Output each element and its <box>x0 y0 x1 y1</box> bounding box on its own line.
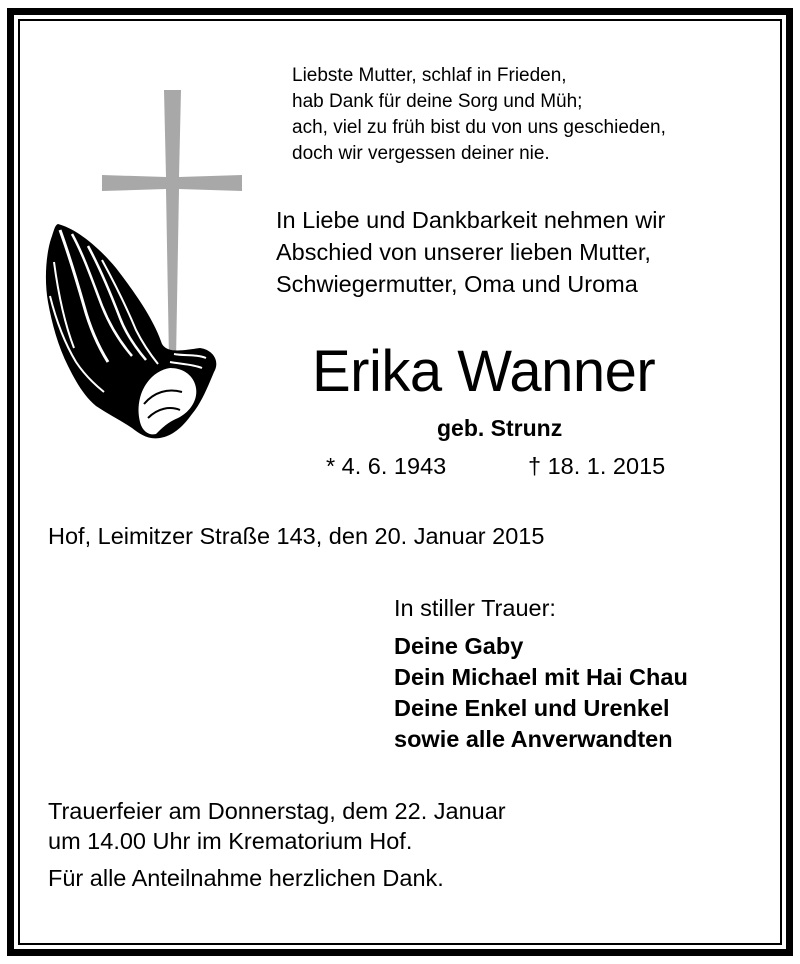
mourner-name: Dein Michael mit Hai Chau <box>394 664 688 690</box>
death-date: † 18. 1. 2015 <box>528 453 666 479</box>
poem-line: ach, viel zu früh bist du von uns geschieden, <box>292 117 666 138</box>
poem-line: hab Dank für deine Sorg und Müh; <box>292 91 583 112</box>
mourner-name: sowie alle Anverwandten <box>394 726 673 752</box>
birth-date: * 4. 6. 1943 <box>326 453 447 479</box>
maiden-name: geb. Strunz <box>437 415 563 441</box>
mourner-name: Deine Enkel und Urenkel <box>394 695 670 721</box>
intro-text <box>276 204 665 300</box>
mourning-heading: In stiller Trauer: <box>394 595 556 621</box>
poem-line: doch wir vergessen deiner nie. <box>292 143 550 164</box>
deceased-name: Erika Wanner <box>312 339 656 404</box>
intro-line: In Liebe und Dankbarkeit nehmen wir <box>276 207 666 233</box>
place-date: Hof, Leimitzer Straße 143, den 20. Januar 2015 <box>48 523 545 549</box>
poem-line: Liebste Mutter, schlaf in Frieden, <box>292 65 567 86</box>
service-line: Trauerfeier am Donnerstag, dem 22. Januar <box>48 798 506 824</box>
poem <box>292 63 666 167</box>
intro-line: Schwiegermutter, Oma und Uroma <box>276 271 638 297</box>
service-info <box>48 796 506 856</box>
service-line: um 14.00 Uhr im Krematorium Hof. <box>48 828 413 854</box>
mourners-list <box>394 631 688 755</box>
intro-line: Abschied von unserer lieben Mutter, <box>276 239 651 265</box>
praying-hands-icon <box>44 222 220 442</box>
mourner-name: Deine Gaby <box>394 633 524 659</box>
thanks-text: Für alle Anteilnahme herzlichen Dank. <box>48 865 444 891</box>
